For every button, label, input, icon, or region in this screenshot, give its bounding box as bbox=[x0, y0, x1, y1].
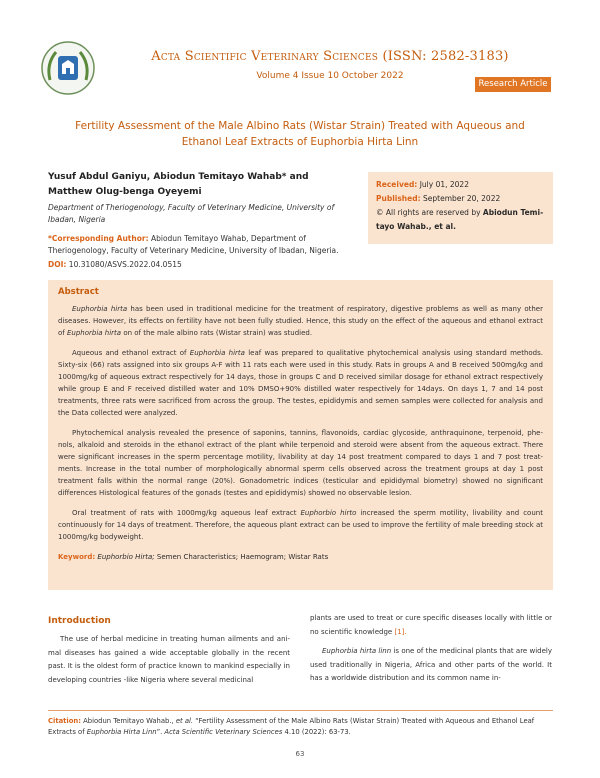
corresponding-label: *Corresponding Author: bbox=[48, 234, 149, 243]
affiliation: Department of Theriogenology, Faculty of Veterinary Medicine, University of Ibadan, Nigeria bbox=[48, 203, 335, 224]
abstract-paragraph: Euphorbia hirta has been used in traditional medicine for the treatment of respiratory, digestive problems as well as many other diseases. However, its effects on fertility have not been fully studied. Hence, this study on the effect of the aqueous and ethanol extract of Euphorbia hirta on of the male albino rats (Wistar strain) was studied. bbox=[58, 305, 543, 337]
intro-paragraph: The use of herbal medicine in treating human ailments and ani-mal diseases has gained a wide acceptable globally in the recent past. It is the oldest form of practice known to mankind especially in developing countries -like Nigeria where several medicinal bbox=[48, 635, 290, 684]
doi bbox=[48, 260, 358, 269]
authors: Yusuf Abdul Ganiyu, Abiodun Temitayo Wahab* and Matthew Olug-benga Oyeyemi bbox=[48, 172, 309, 197]
citation: Citation: Abiodun Temitayo Wahab., et al. “Fertility Assessment of the Male Albino Rats (Wistar Strain) Treated with Aqueous and Ethanol Leaf Extracts of Euphorbia Hirta Linn”. Acta Scientific Veterinary Sciences 4.10 (2022): 63-73. bbox=[48, 717, 535, 736]
doi-value[interactable]: 10.31080/ASVS.2022.04.0515 bbox=[68, 260, 182, 269]
received-label: Received: bbox=[376, 180, 418, 189]
doi-label: DOI: bbox=[48, 260, 67, 269]
published-date: September 20, 2022 bbox=[423, 194, 501, 203]
reference-link[interactable]: [1]. bbox=[394, 627, 407, 636]
abstract-paragraph: Phytochemical analysis revealed the presence of saponins, tannins, flavonoids, cardiac glycoside, anthraquinone, terpenoid, phe-nols, alkaloid and steroids in the ethanol extract of the plant while terpenoid and steroid were absent from the aqueous extract. There were significant increases in the sperm percentage motility, livability at day 14 post treatment compared to days 1 and 7 post treat-ments. Increase in the total number of morphologically abnormal sperm cells observed across the treatment groups at day 1 post treatment falls within the normal range (20%). Gonadometric indices (testicular and epididymal biometry) showed no significant differences Histological features of the gonads (testes and epididymis) showed no observable lesion. bbox=[58, 429, 543, 497]
introduction-column-left bbox=[48, 633, 290, 693]
keywords: Keyword: Euphorbio Hirta; Semen Characteristics; Haemogram; Wistar Rats bbox=[58, 553, 329, 561]
abstract-box bbox=[48, 280, 553, 590]
dates-box bbox=[368, 172, 553, 244]
footer-divider bbox=[48, 710, 553, 711]
journal-title: Acta Scientific Veterinary Sciences (ISSN: 2582-3183) bbox=[151, 49, 509, 64]
article-type-badge: Research Article bbox=[475, 77, 551, 92]
published-label: Published: bbox=[376, 194, 421, 203]
citation-label: Citation: bbox=[48, 717, 81, 725]
corresponding-text: Abiodun Temitayo Wahab, Department of Theriogenology, Faculty of Veterinary Medicine, University of Ibadan, Nigeria. bbox=[48, 234, 339, 255]
abstract-heading: Abstract bbox=[58, 287, 99, 297]
abstract-paragraph: Aqueous and ethanol extract of Euphorbia hirta leaf was prepared to qualitative phytochemical analysis using standard methods. Sixty-six (66) rats assigned into six groups A-F with 11 rats each were used in this study. Rats in groups A and B received 500mg/kg and 1000mg/kg of aqueous extract respectively for 14 days, those in groups C and D received similar dosage for ethanol extract respectively while group E and F received distilled water and 10% DMSO+90% distilled water respectively for 14days. On days 1, 7 and 14 post treatments, three rats were sacrificed from across the group. The testes, epididymis and semen samples were collected for analysis and the Data collected were analyzed. bbox=[58, 349, 543, 417]
article-title: Fertility Assessment of the Male Albino Rats (Wistar Strain) Treated with Aqueous and Ethanol Leaf Extracts of Euphorbia Hirta Linn bbox=[75, 120, 525, 148]
issue-line: Volume 4 Issue 10 October 2022 bbox=[256, 71, 404, 81]
rights-text: © All rights are reserved by bbox=[376, 208, 481, 217]
abstract-paragraph: Oral treatment of rats with 1000mg/kg aqueous leaf extract Euphorbio hirto increased the sperm motility, livability and count continuously for 14 days of treatment. Therefore, the aqueous plant extract can be used to improve the fertility of male breeding stock at 1000mg/kg bodyweight. bbox=[58, 509, 543, 541]
journal-logo bbox=[40, 40, 96, 96]
page-number: 63 bbox=[295, 750, 305, 758]
intro-paragraph: Euphorbia hirta linn is one of the medicinal plants that are widely used traditionally in Nigeria, Africa and other parts of the world. It has a worldwide distribution and its common name in- bbox=[310, 647, 553, 682]
rights-author: Abiodun Temi-tayo Wahab., et al. bbox=[376, 208, 544, 231]
introduction-heading: Introduction bbox=[48, 616, 111, 626]
corresponding-author bbox=[48, 233, 358, 257]
introduction-column-right bbox=[310, 612, 552, 692]
received-date: July 01, 2022 bbox=[419, 180, 469, 189]
keywords-label: Keyword: bbox=[58, 553, 96, 561]
intro-paragraph: plants are used to treat or cure specific diseases locally with little or no scientific knowledge [1]. bbox=[310, 614, 552, 636]
